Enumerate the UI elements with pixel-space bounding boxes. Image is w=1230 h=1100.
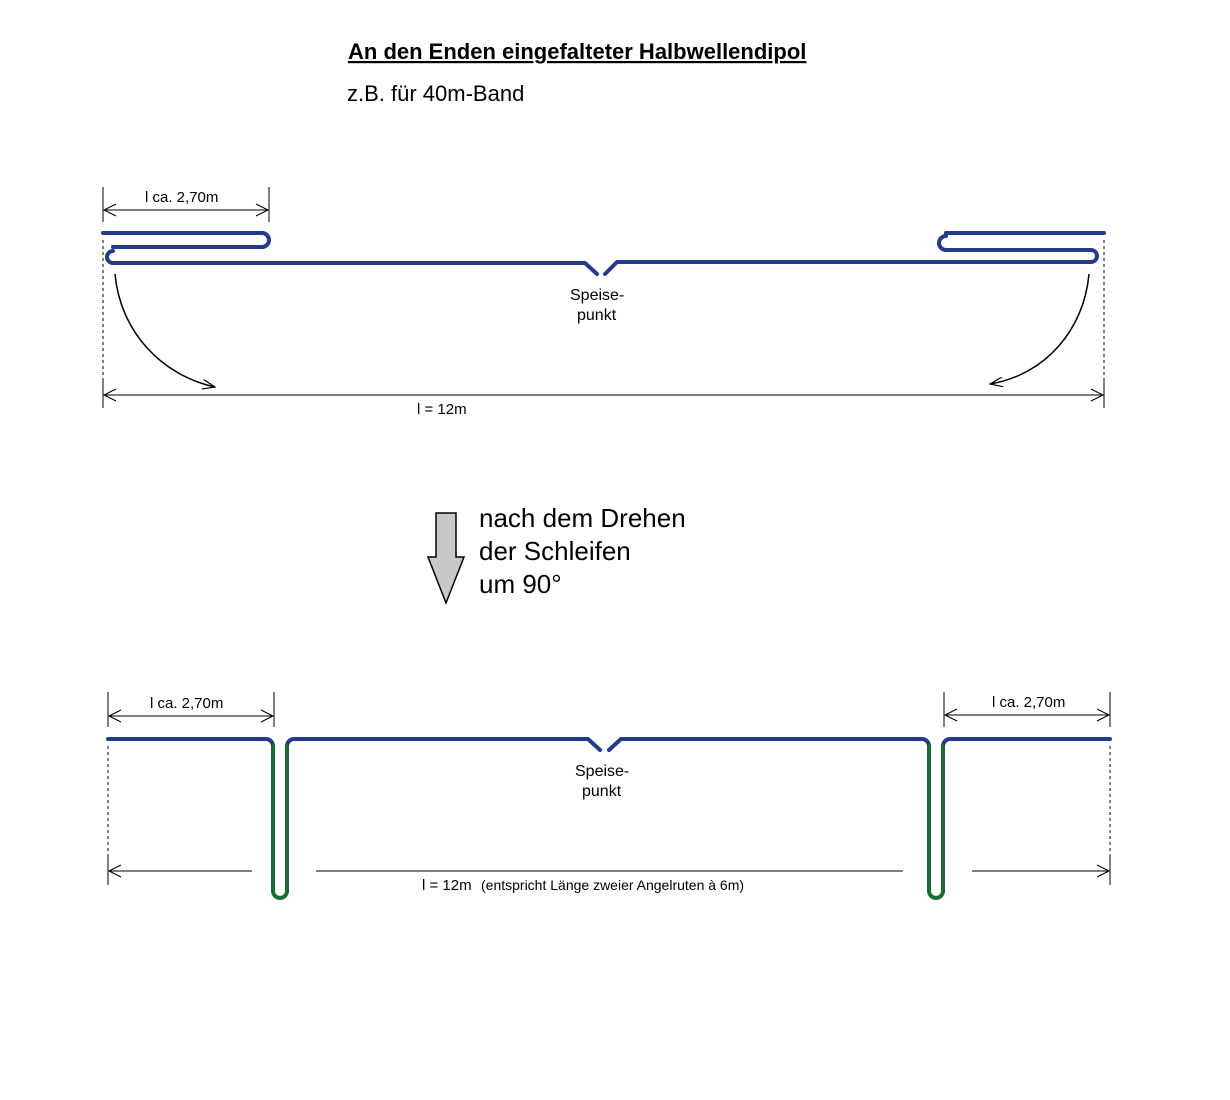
top-fold-dimension bbox=[103, 187, 269, 222]
bottom-left-fold-dimension bbox=[108, 692, 274, 727]
transition bbox=[428, 503, 686, 603]
down-arrow-icon bbox=[428, 513, 464, 603]
bottom-left-fold-length-label: l ca. 2,70m bbox=[150, 695, 224, 712]
left-vertical-loop bbox=[273, 746, 287, 898]
bottom-right-fold-length-label: l ca. 2,70m bbox=[992, 694, 1066, 711]
bottom-feed-label-1: Speise- bbox=[575, 763, 630, 780]
bottom-feed-label-2: punkt bbox=[582, 783, 622, 800]
diagram-subtitle: z.B. für 40m-Band bbox=[347, 81, 525, 106]
bottom-total-length-label: l = 12m bbox=[422, 877, 472, 894]
left-curved-arrow bbox=[115, 274, 215, 387]
right-curved-arrow bbox=[990, 274, 1089, 384]
bottom-dipole-wire bbox=[108, 739, 1110, 750]
top-figure bbox=[103, 187, 1104, 418]
top-total-dimension bbox=[103, 378, 1104, 418]
transition-text-1: nach dem Drehen bbox=[479, 503, 686, 533]
top-feed-label-1: Speise- bbox=[570, 287, 625, 304]
bottom-total-dimension bbox=[108, 856, 1110, 894]
right-vertical-loop bbox=[929, 746, 943, 898]
transition-text-3: um 90° bbox=[479, 569, 562, 599]
transition-text-2: der Schleifen bbox=[479, 536, 631, 566]
top-total-length-label: l = 12m bbox=[417, 401, 467, 418]
top-feed-label-2: punkt bbox=[577, 307, 617, 324]
diagram-title: An den Enden eingefalteter Halbwellendipol bbox=[348, 39, 807, 64]
bottom-total-length-note: (entspricht Länge zweier Angelruten à 6m) bbox=[481, 877, 745, 893]
top-dipole-wire bbox=[103, 233, 1104, 274]
bottom-figure bbox=[108, 692, 1110, 898]
top-fold-length-label: l ca. 2,70m bbox=[145, 189, 219, 206]
bottom-right-fold-dimension bbox=[944, 692, 1110, 727]
